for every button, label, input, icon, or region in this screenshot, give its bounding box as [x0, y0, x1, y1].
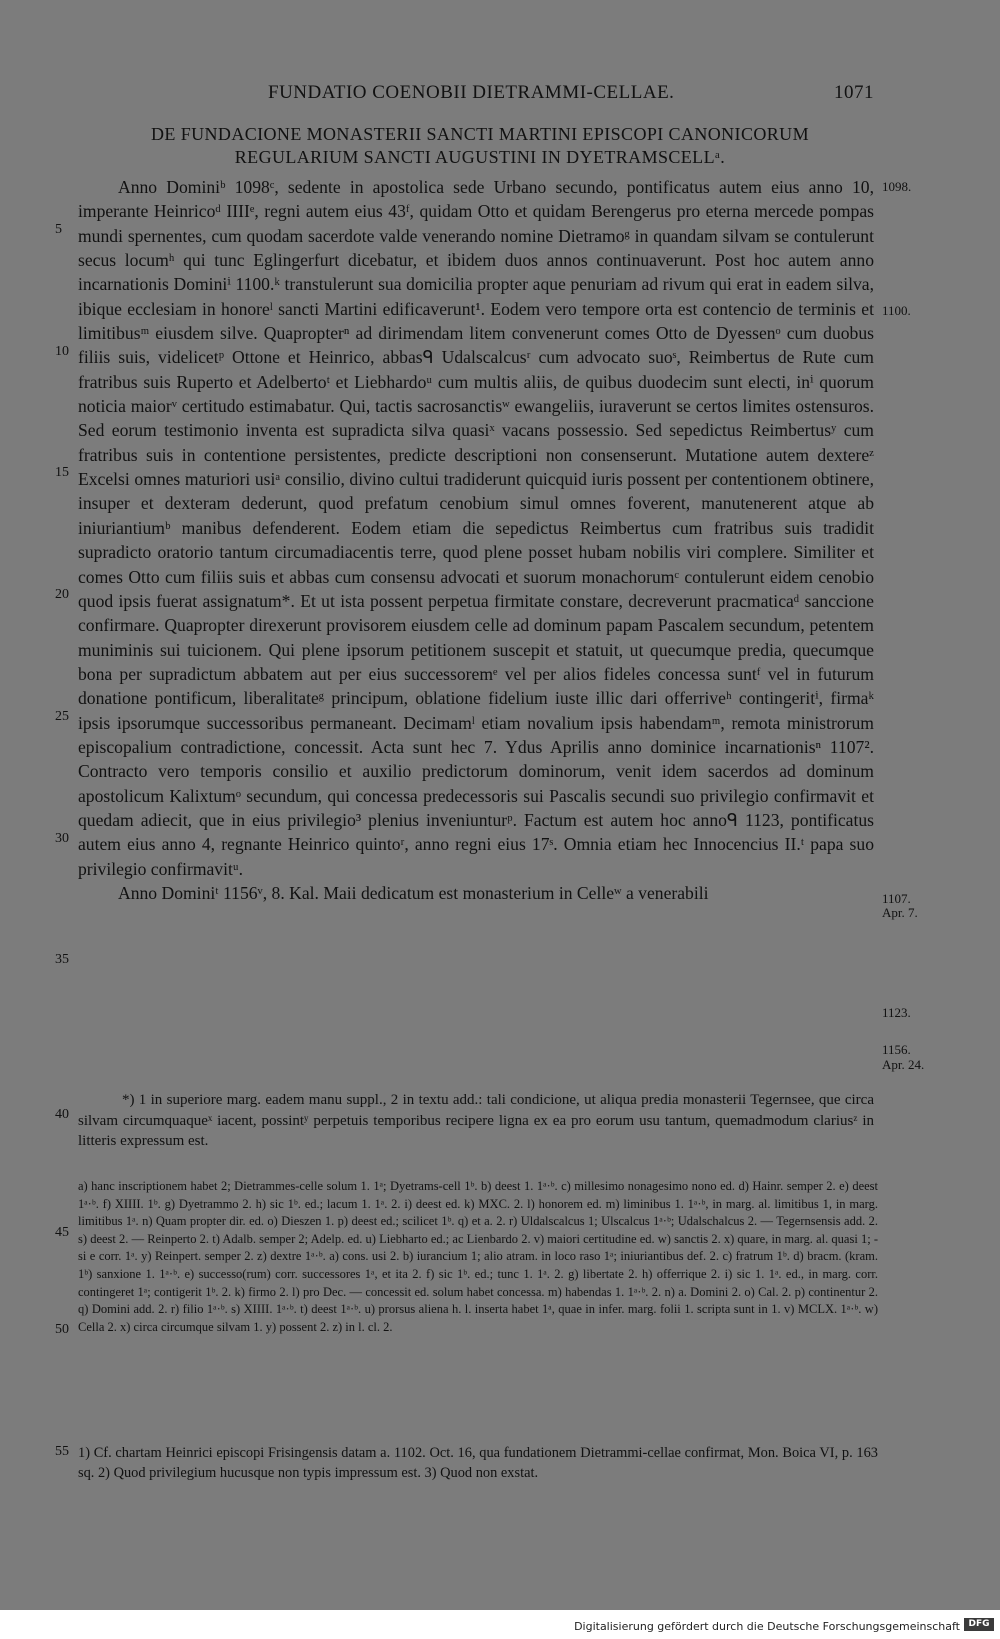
main-text: [78, 175, 874, 905]
footer-credit: Digitalisierung gefördert durch die Deutsche Forschungsgemeinschaft: [574, 1620, 960, 1633]
heading-line-2: REGULARIUM SANCTI AUGUSTINI IN DYETRAMSCELLᵃ.: [234, 147, 726, 167]
critical-apparatus: [78, 1178, 878, 1336]
line-number-35: 35: [55, 952, 69, 967]
page-number: 1071: [834, 82, 874, 103]
asterisk-note: [78, 1090, 874, 1152]
margin-year-1107: 1107.: [882, 891, 911, 906]
margin-year-1123: 1123.: [882, 1005, 911, 1020]
margin-year-1098: 1098.: [882, 179, 912, 194]
line-number-40: 40: [55, 1107, 69, 1122]
line-number-55: 55: [55, 1444, 69, 1459]
line-number-25: 25: [55, 709, 69, 724]
line-number-15: 15: [55, 465, 69, 480]
notes-text: 1) Cf. chartam Heinrici episcopi Frisingensis datam a. 1102. Oct. 16, qua fundationem Dietrammi-cellae confirmat, Mon. Boica VI, p. 163 sq. 2) Quod privilegium hucusque non typis impressum est. 3) Quod non exstat.: [78, 1445, 878, 1481]
margin-date-1156: Apr. 24.: [882, 1057, 925, 1072]
margin-year-1156: 1156.: [882, 1042, 911, 1057]
margin-year-1100: 1100.: [882, 303, 911, 318]
line-number-20: 20: [55, 587, 69, 602]
numbered-notes: [78, 1444, 878, 1483]
main-paragraph-1: Anno Dominiᵇ 1098ᶜ, sedente in apostolica sede Urbano secundo, pontificatus autem eius anno 10, imperante Heinricoᵈ IIIIᵉ, regni autem eius 43ᶠ, quidam Otto et quidam Berengerus pro eterna mercede pompas mundi spernentes, cum quodam sacerdote valde venerando nomine Dietramoᵍ in quandam silvam se contulerunt secus locumʰ qui tunc Eglingerfurt dicebatur, et ibidem duos annos continuaverunt. Post hoc autem anno incarnationis Dominiⁱ 1100.ᵏ transtulerunt sua domicilia propter aque penuriam ad rivum qui erat in eadem silva, ibique ecclesiam in honoreˡ sancti Martini edificaverunt¹. Eodem vero tempore orta est contencio de terminis et limitibusᵐ eiusdem silve. Quapropterⁿ ad dirimendam litem convenerunt comes Otto de Dyessenᵒ cum duobus filiis suis, videlicetᵖ Ottone et Heinrico, abbasᑫ Udalscalcusʳ cum advocato suoˢ, Reimbertus de Rute cum fratribus suis Ruperto et Adelbertoᵗ et Liebhardoᵘ cum multis aliis, de quibus duodecim sunt electi, inⁱ quorum noticia maiorᵛ certitudo estimabatur. Qui, tactis sacrosanctisʷ ewangeliis, iuraverunt se certos limites ostensuros. Sed eorum testimonio inventa est supradicta silva quasiˣ vacans possessio. Sed sepedictus Reimbertusʸ cum fratribus suis in contentione persistentes, predicte descriptioni non consenserunt. Mutatione autem dextereᶻ Excelsi omnes maturiori usiᵃ consilio, divino cultui tradiderunt quicquid iuris possent per contentionem obtinere, insuper et dexteram dederunt, quod prefatum cenobium simul omnes foverent, manutenerent atque ab iniuriantiumᵇ manibus defenderent. Eodem etiam die sepedictus Reimbertus cum fratribus suis tradidit supradicto oratorio tantum circumadiacentis terre, quod plene posset hubam nobilis viri complere. Similiter et comes Otto cum filiis suis et abbas cum consensu advocati et suorum monachorumᶜ contulerunt eidem cenobio quod ipsis fuerat assignatum*. Et ut ista possent perpetua firmitate constare, decreverunt pracmaticaᵈ sanccione confirmare. Quapropter direxerunt provisorem eiusdem celle ad dominum papam Pascalem secundum, petentem muniminis sui tuicionem. Qui plene ipsorum petitionem suscepit et statuit, ut quecumque predia, quecumque bona per supradictum abbatem aut per eius successoremᵉ vel per alios fideles concessa suntᶠ vel in futurum donatione pontificum, liberalitateᵍ principum, oblatione fidelium iuste illic dari offerriveʰ contingeritⁱ, firmaᵏ ipsis ipsorumque successoribus permaneant. Decimamˡ etiam novalium ipsis habendamᵐ, remota ministrorum episcopalium contradictione, concessit. Acta sunt hec 7. Ydus Aprilis anno dominice incarnationisⁿ 1107². Contracto vero temporis consilio et auxilio predictorum dominorum, venit idem sacerdos ad dominum apostolicum Kalixtumᵒ secundum, qui concessa predecessoris sui Pascalis secundi suo privilegio confirmavit et quedam adiecit, que in eius privilegio³ plenius inveniunturᵖ. Factum est autem hoc annoᑫ 1123, pontificatus autem eius anno 4, regnante Heinrico quintoʳ, anno regni eius 17ˢ. Omnia etiam hec Innocencius II.ᵗ papa suo privilegio confirmavitᵘ.: [78, 177, 874, 879]
apparatus-text: a) hanc inscriptionem habet 2; Dietrammes-celle solum 1. 1ᵃ; Dyetrams-cell 1ᵇ. b) deest 1. 1ᵃ·ᵇ. c) millesimo nonagesimo nono ed. d) Hainr. semper 2. e) deest 1ᵃ·ᵇ. f) XIIII. 1ᵇ. g) Dyetrammo 2. h) sic 1ᵇ. ed.; lacum 1. 1ᵃ. 2. i) deest ed. k) MXC. 2. l) honorem ed. m) liminibus 1. 1ᵃ·ᵇ, in marg. al. limitibus 1, in marg. limitibus 1ᵃ. n) Quam propter dir. ed. o) Dieszen 1. p) deest ed.; scilicet 1ᵇ. q) et a. 2. r) Uldalscalcus 1; Ulscalcus 1ᵃ·ᵇ; Udalschalcus 2. — Tegernsensis add. 2. s) deest 2. — Reinperto 2. t) Adalb. semper 2; Adelp. ed. u) Liebharto ed.; ac Lienbardo 2. v) maiori certitudine ed. w) sanctis 2. x) quare, in marg. al. quasi 1; -si e corr. 1ᵃ. y) Reinpert. semper 2. z) dextre 1ᵃ·ᵇ. a) cons. usi 2. b) iurancium 1; alio atram. in loco raso 1ᵃ; iniuriantibus def. 2. c) fratrum 1ᵇ. d) bracm. (kram. 1ᵇ) sanxione 1. 1ᵃ·ᵇ. e) successo(rum) corr. successores 1ᵃ, et ita 2. f) sic 1ᵇ. ed.; tunc 1. 1ᵃ. 2. g) libertate 2. h) offerrique 2. i) sic 1. 1ᵃ. ed., in marg. corr. contingeret 1ᵃ; contigerit 1ᵇ. 2. k) firmo 2. l) pro Dec. — concessit ed. solum habet concessa. m) habendas 1. 1ᵃ·ᵇ. 2. n) a. Domini 2. o) Cal. 2. p) continentur 2. q) Domini add. 2. r) filio 1ᵃ·ᵇ. s) XIIII. 1ᵃ·ᵇ. t) deest 1ᵃ·ᵇ. u) prorsus aliena h. l. inserta habet 1ᵃ, quae in infer. marg. folii 1. scripta sunt in 1. v) MCLX. 1ᵃ·ᵇ. w) Cella 2. x) circa circumque silvam 1. y) possent 2. z) in l. cl. 2.: [78, 1179, 878, 1334]
main-paragraph-2: Anno Dominiᵗ 1156ᵛ, 8. Kal. Maii dedicatum est monasterium in Celleʷ a venerabili: [118, 882, 709, 903]
line-number-5: 5: [55, 222, 62, 237]
dfg-logo: DFG: [964, 1618, 994, 1631]
margin-date-1107: Apr. 7.: [882, 905, 918, 920]
line-number-30: 30: [55, 831, 69, 846]
running-title: FUNDATIO COENOBII DIETRAMMI-CELLAE.: [268, 82, 675, 103]
section-heading: [60, 123, 900, 169]
heading-line-1: DE FUNDACIONE MONASTERII SANCTI MARTINI EPISCOPI CANONICORUM: [151, 124, 809, 144]
line-number-50: 50: [55, 1322, 69, 1337]
line-number-10: 10: [55, 344, 69, 359]
asterisk-note-text: *) 1 in superiore marg. eadem manu suppl., 2 in textu add.: tali condicione, ut aliqua predia monasterii Tegernsee, que circa silvam circumquaqueˣ iacent, possintʸ perpetuis temporibus recipere ligna ex ea pro eorum usu tantum, quemadmodum clariusᶻ in litteris expressum est.: [78, 1092, 874, 1149]
line-number-45: 45: [55, 1225, 69, 1240]
